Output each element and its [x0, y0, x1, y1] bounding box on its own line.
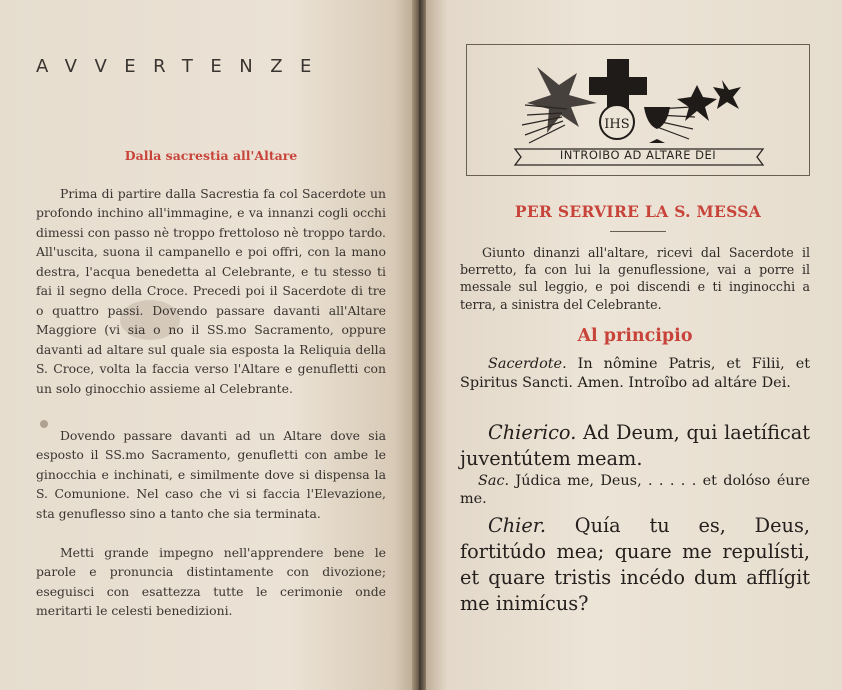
chalice-icon	[644, 107, 670, 143]
divider	[610, 231, 666, 232]
dialogue-text: Ad Deum, qui laetíficat juventútem meam.	[460, 421, 810, 470]
speaker-label: Chierico.	[488, 421, 577, 444]
section-heading: Al principio	[577, 326, 693, 346]
paragraph-1: Prima di partire dalla Sacrestia fa col Sacerdote un profondo inchino all'immagine, e va innanzi cogli occhi dimessi con passo nè troppo frettoloso nè troppo tardo. All'uscita, suona il campanello e poi offri, con la mano destra, l'acqua benedetta al Celebrante, e tu stesso ti fai il segno della Croce. Precedi poi il Sacerdote di tre o quattro passi. Dovendo passare davanti all'Altare Maggiore (vi sia o no il SS.mo Sacramento, oppure davanti ad altare sul quale sia esposta la Reliquia della S. Croce, volta la faccia verso l'Altare e genufletti con un solo ginocchio assieme al Celebrante.	[36, 186, 386, 396]
dialogue-line-1	[460, 355, 810, 393]
page-title: PER SERVIRE LA S. MESSA	[514, 202, 762, 221]
speaker-label: Sac.	[478, 473, 510, 489]
intro-paragraph: Giunto dinanzi all'altare, ricevi dal Sacerdote il berretto, fa con lui la genuflessione, vai a porre il messale sul leggio, e poi discendi e ti inginocchi a terra, a sinistra del Celebrante.	[460, 245, 810, 312]
section-subheading: Dalla sacrestia all'Altare	[124, 148, 298, 163]
dialogue-line-4	[460, 513, 810, 617]
dialogue-line-3	[460, 473, 810, 508]
emblem-box	[466, 44, 810, 176]
paragraph-3: Metti grande impegno nell'apprendere bene le parole e pronuncia distintamente con divozione; eseguisci con esattezza tutte le cerimonie onde meritarti le celesti benedizioni.	[36, 545, 386, 619]
dialogue-line-2	[460, 420, 810, 472]
speaker-label: Sacerdote.	[488, 356, 567, 372]
ihs-monogram: IHS	[604, 117, 630, 132]
banner-text: INTROIBO AD ALTARE DEI	[559, 148, 717, 162]
dialogue-text: Júdica me, Deus, . . . . . et dolóso éure me.	[460, 473, 810, 507]
dialogue-text: In nômine Patris, et Filii, et Spiritus Sancti. Amen. Introîbo ad altáre Dei.	[460, 356, 810, 392]
star-icon	[677, 85, 717, 121]
book-spine	[412, 0, 426, 690]
speaker-label: Chier.	[488, 514, 546, 537]
star-small-icon	[713, 80, 741, 109]
dialogue-text: Quía tu es, Deus, fortitúdo mea; quare me repulísti, et quare tristis incédo dum afflígit me inimícus?	[460, 514, 810, 615]
burst-left-icon	[527, 67, 597, 133]
paragraph-2: Dovendo passare davanti ad un Altare dove sia esposto il SS.mo Sacramento, genufletti con ambe le ginocchia e inchinati, e similmente dove si dispensa la S. Comunione. Nel caso che vi si faccia l'Elevazione, sta genuflesso sino a tanto che sia terminata.	[36, 428, 386, 521]
page-heading-avvertenze: AVVERTENZE	[36, 56, 329, 77]
